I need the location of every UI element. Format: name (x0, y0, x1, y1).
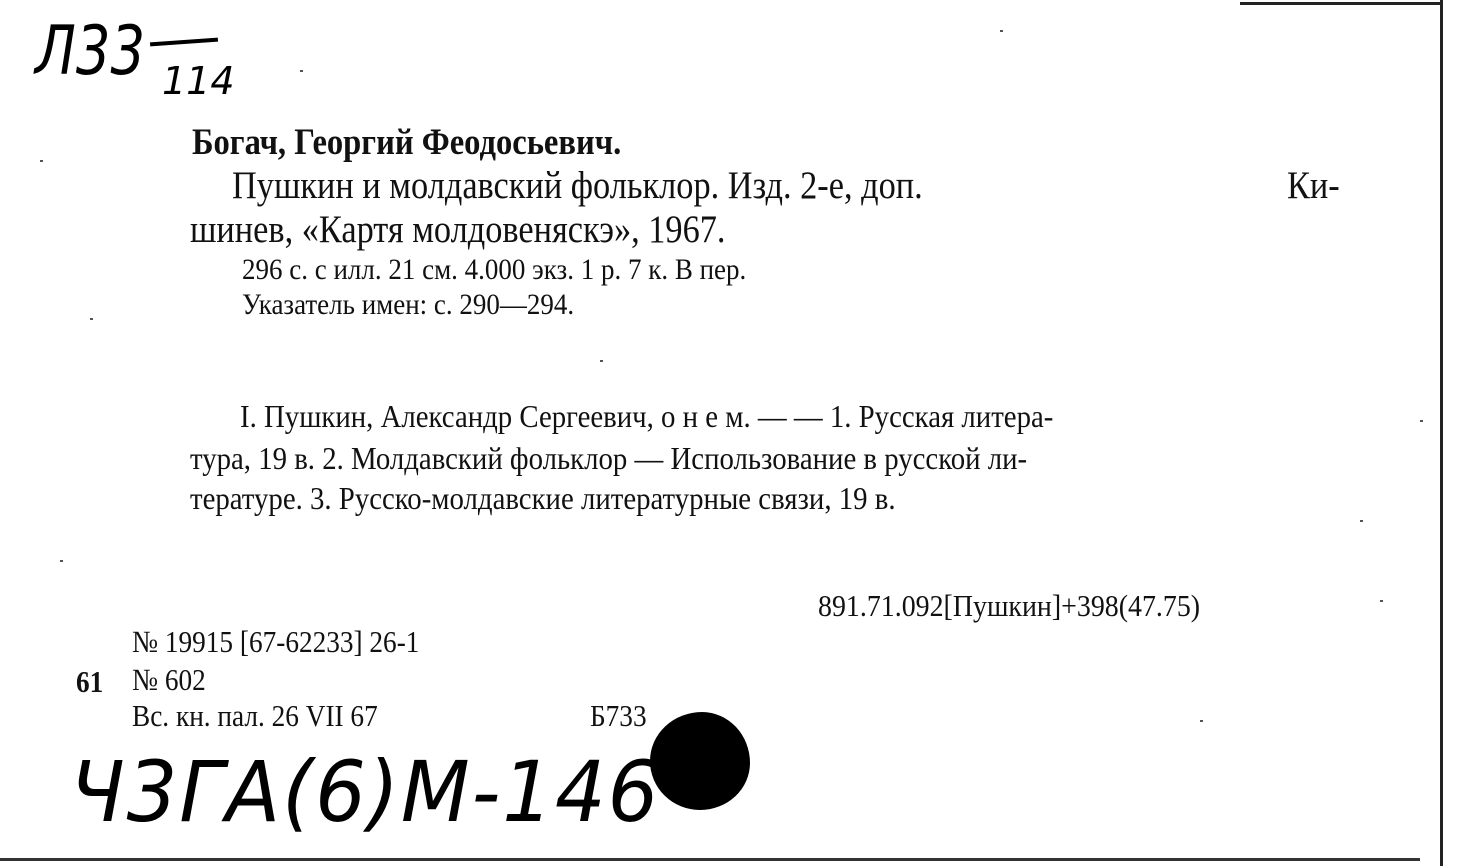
record-number-2: № 602 (132, 662, 206, 697)
physical-description: 296 с. с илл. 21 см. 4.000 экз. 1 р. 7 к. В пер. (242, 253, 747, 286)
title-line-2: шинев, «Картя молдовеняскэ», 1967. (190, 208, 726, 251)
ink-blot (650, 712, 750, 810)
classification-code: 891.71.092[Пушкин]+398(47.75) (818, 588, 1201, 623)
record-prefix: 61 (76, 664, 104, 699)
author-code: Б733 (590, 698, 647, 733)
subjects-line-1: I. Пушкин, Александр Сергеевич, о н е м. — — 1. Русская литера- (240, 398, 1054, 434)
speck (300, 70, 303, 72)
chamber-date: Вс. кн. пал. 26 VII 67 (132, 698, 378, 733)
card-edge-bottom (0, 858, 1420, 861)
speck (40, 160, 43, 162)
title-line-1: Пушкин и молдавский фольклор. Изд. 2-е, доп. (232, 164, 923, 207)
speck (90, 318, 93, 320)
card-edge-right (1440, 0, 1443, 866)
index-note: Указатель имен: с. 290—294. (242, 288, 575, 321)
author-heading: Богач, Георгий Феодосьевич. (192, 122, 622, 163)
speck (1000, 30, 1003, 32)
title-line-1-end: Ки- (1287, 164, 1340, 207)
speck (600, 360, 603, 362)
handwritten-shelfmark: Л33 (35, 12, 146, 91)
speck (1380, 600, 1383, 602)
handwritten-subnumber: 114 (162, 59, 235, 103)
record-number-1: № 19915 [67-62233] 26-1 (132, 624, 420, 659)
subjects-line-2: тура, 19 в. 2. Молдавский фольклор — Использование в русской ли- (190, 440, 1028, 476)
handwritten-call-number: Ч3ГА(6)М-146 (70, 743, 661, 841)
subjects-line-3: тературе. 3. Русско-молдавские литературные связи, 19 в. (190, 480, 896, 516)
handwritten-bar (150, 38, 218, 47)
speck (1200, 720, 1203, 722)
speck (1360, 520, 1363, 522)
speck (1420, 420, 1423, 422)
card-edge-top (1240, 2, 1440, 5)
speck (60, 560, 63, 562)
